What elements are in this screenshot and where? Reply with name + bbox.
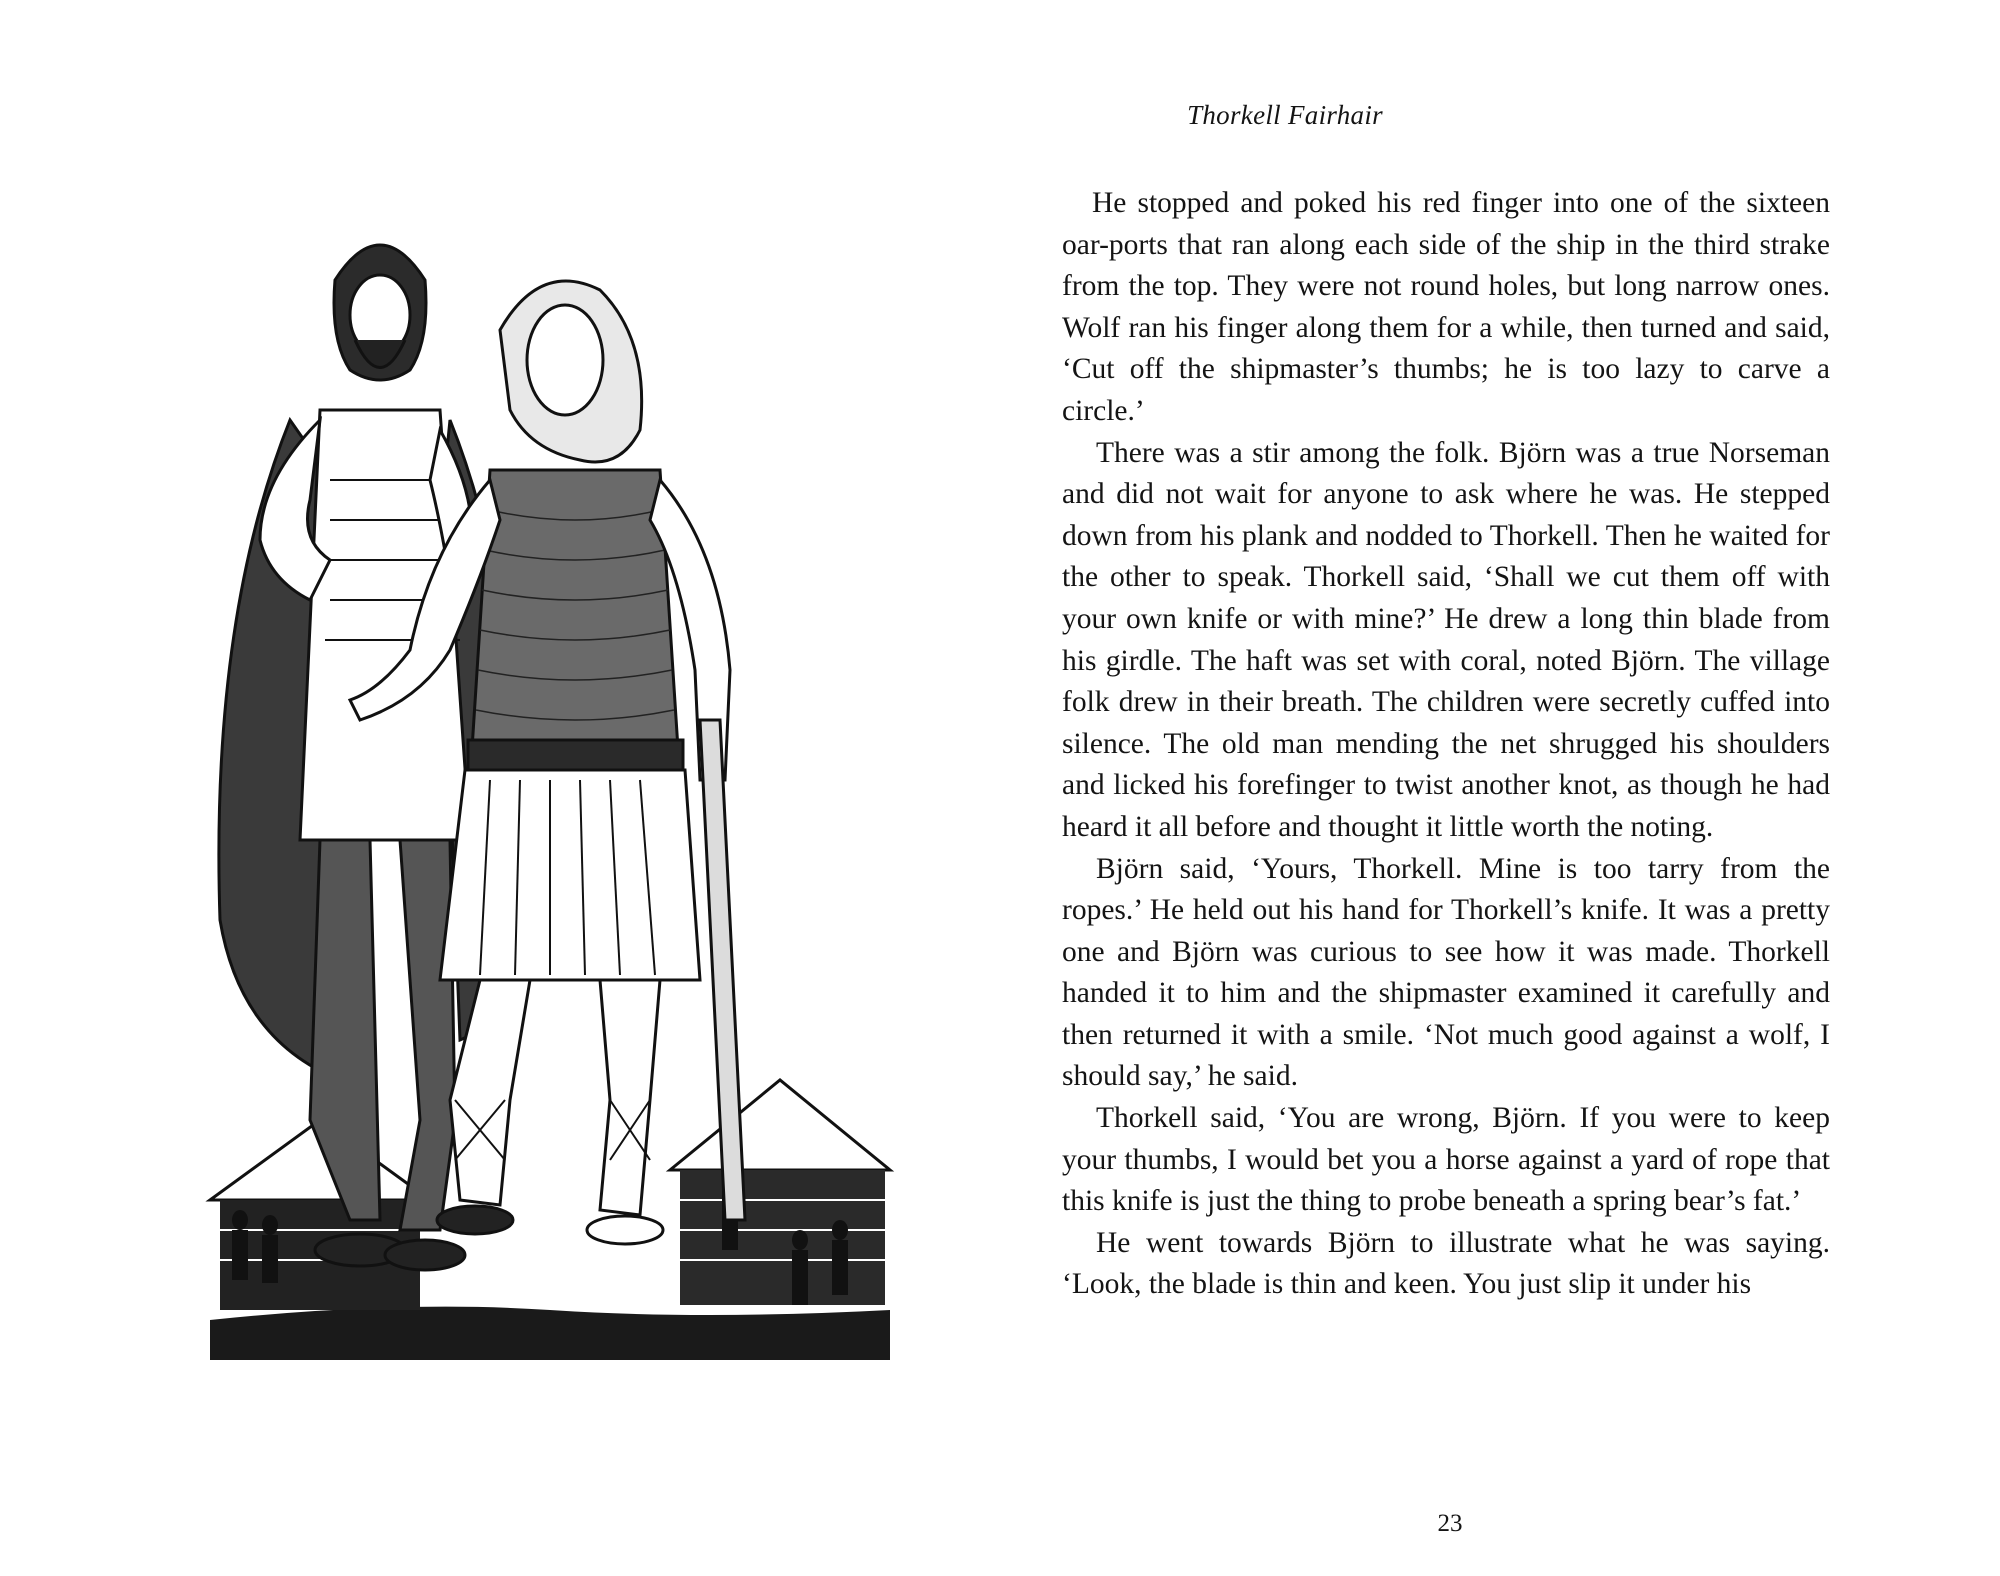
paragraph: Thorkell said, ‘You are wrong, Björn. If you were to keep your thumbs, I would bet you a horse against a yard of rope that this knife is just the thing to probe beneath a spring bear’s fat.’ bbox=[1062, 1102, 1830, 1218]
body-text bbox=[1062, 183, 1830, 1306]
paragraph: He stopped and poked his red finger into one of the sixteen oar-ports that ran along each side of the ship in the third strake from the top. They were not round holes, but long narrow ones. Wolf ran his finger along them for a while, then turned and said, ‘Cut off the shipmaster’s thumbs; he is too lazy to carve a circle.’ bbox=[1062, 187, 1830, 427]
page-number: 23 bbox=[1437, 1510, 1463, 1537]
paragraph: There was a stir among the folk. Björn was a true Norseman and did not wait for anyone to ask where he was. He stepped down from his plank and nodded to Thorkell. Then he waited for the other to speak. Thorkell said, ‘Shall we cut them off with your own knife or with mine?’ He drew a long thin blade from his girdle. The haft was set with coral, noted Björn. The village folk drew in their breath. The children were secretly cuffed into silence. The old man mending the net shrugged his shoulders and licked his forefinger to twist another knot, as though he had heard it all before and thought it little worth the noting. bbox=[1062, 436, 1830, 843]
paragraph: Björn said, ‘Yours, Thorkell. Mine is too tarry from the ropes.’ He held out his hand for Thorkell’s knife. It was a pretty one and Björn was curious to see how it was made. Thorkell handed it to him and the shipmaster examined it carefully and then returned it with a smile. ‘Not much good against a wolf, I should say,’ he said. bbox=[1062, 852, 1830, 1093]
two-norsemen-illustration bbox=[200, 220, 900, 1360]
running-head: Thorkell Fairhair bbox=[1187, 100, 1383, 130]
paragraph: He went towards Björn to illustrate what he was saying. ‘Look, the blade is thin and keen. You just slip it under his bbox=[1062, 1226, 1830, 1301]
illustration-drawing bbox=[200, 220, 900, 1360]
